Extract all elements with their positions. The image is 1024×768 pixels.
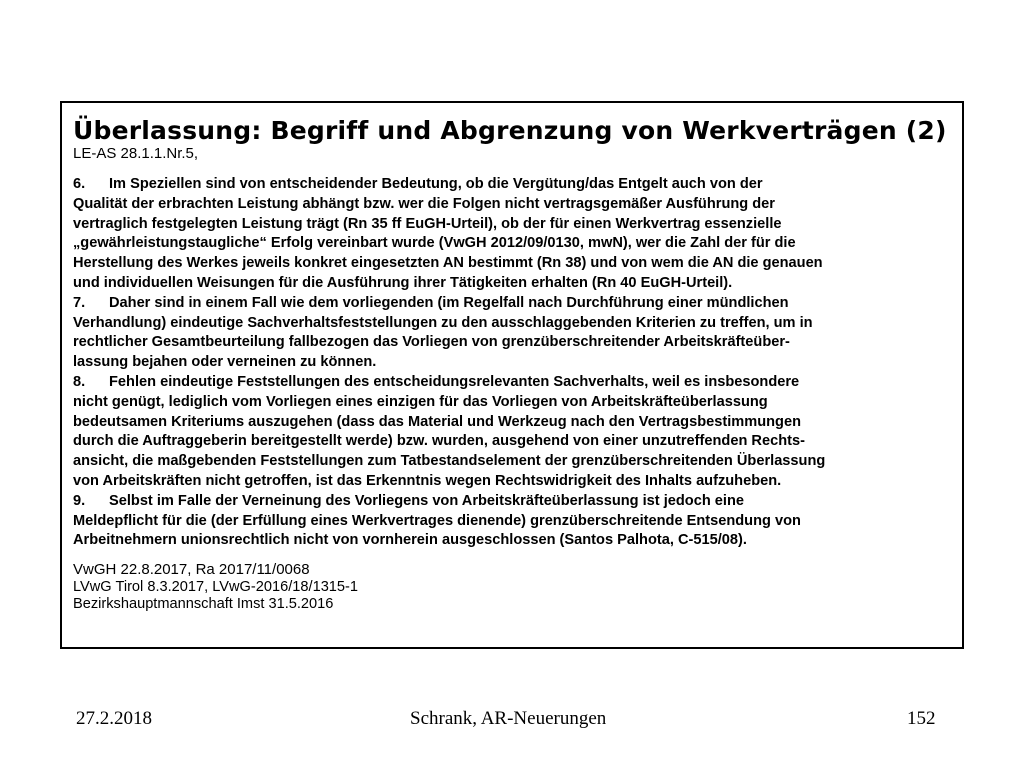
paragraph-line: rechtlicher Gesamtbeurteilung fallbezogen das Vorliegen von grenzüberschreitender Arbeitskräfteüber- — [73, 334, 790, 351]
slide-content-box — [60, 101, 964, 649]
paragraph-number: 6. — [73, 176, 86, 192]
references — [73, 561, 962, 614]
paragraph-text: Fehlen eindeutige Feststellungen des entscheidungsrelevanten Sachverhalts, weil es insbesondere — [109, 373, 800, 390]
slide-title: Überlassung: Begriff und Abgrenzung von Werkverträgen (2) — [73, 116, 947, 145]
section-spacer — [73, 551, 962, 561]
paragraph-line: und individuellen Weisungen für die Ausführung ihrer Tätigkeiten erhalten (Rn 40 EuGH-Urteil). — [73, 274, 733, 291]
paragraph-line — [73, 492, 962, 512]
paragraph-9 — [73, 492, 962, 551]
paragraph-line: Qualität der erbrachten Leistung abhängt bzw. wer die Folgen nicht vertragsgemäßer Ausführung der — [73, 195, 775, 212]
slide-subtitle: LE-AS 28.1.1.Nr.5, — [73, 145, 199, 162]
paragraph-line: Arbeitnehmern unionsrechtlich nicht von vornherein ausgeschlossen (Santos Palhota, C-515/08). — [73, 532, 747, 549]
paragraph-6 — [73, 175, 962, 294]
paragraph-line: nicht genügt, lediglich vom Vorliegen eines einzigen für das Vorliegen von Arbeitskräfteüberlassung — [73, 393, 768, 410]
footer-page-number: 152 — [907, 708, 936, 729]
footer-date: 27.2.2018 — [76, 708, 152, 729]
paragraph-line: durch die Auftraggeberin bereitgestellt werde) bzw. wurden, ausgehend von einer unzutreffenden Rechts- — [73, 433, 805, 450]
paragraph-line: „gewährleistungstaugliche“ Erfolg vereinbart wurde (VwGH 2012/09/0130, mwN), wer die Zahl der für die — [73, 235, 796, 252]
footer-author: Schrank, AR-Neuerungen — [410, 708, 607, 729]
paragraph-line: von Arbeitskräften nicht getroffen, ist das Erkenntnis wegen Rechtswidrigkeit des Inhalts aufzuheben. — [73, 472, 782, 489]
paragraph-text: Daher sind in einem Fall wie dem vorliegenden (im Regelfall nach Durchführung einer mündlichen — [109, 294, 789, 311]
reference-bh: Bezirkshauptmannschaft Imst 31.5.2016 — [73, 596, 334, 613]
reference-vwgh: VwGH 22.8.2017, Ra 2017/11/0068 — [73, 561, 310, 579]
paragraph-number: 7. — [73, 294, 86, 311]
reference-lvwg: LVwG Tirol 8.3.2017, LVwG-2016/18/1315-1 — [73, 578, 359, 595]
paragraph-line: vertraglich festgelegten Leistung trägt (Rn 35 ff EuGH-Urteil), ob der für einen Werkvertrag essenzielle — [73, 215, 782, 232]
paragraph-text: Selbst im Falle der Verneinung des Vorliegens von Arbeitskräfteüberlassung ist jedoch eine — [109, 492, 745, 509]
paragraph-line — [73, 175, 962, 195]
paragraph-number: 8. — [73, 373, 86, 390]
paragraph-8 — [73, 373, 962, 492]
paragraph-line — [73, 373, 962, 393]
paragraph-line: bedeutsamen Kriteriums auszugehen (dass das Material und Werkzeug nach den Vertragsbestimmungen — [73, 413, 801, 430]
paragraph-line: ansicht, die maßgebenden Feststellungen zum Tatbestandselement der grenzüberschreitenden Überlassung — [73, 453, 826, 470]
paragraph-line — [73, 294, 962, 314]
paragraph-line: Herstellung des Werkes jeweils konkret eingesetzten AN bestimmt (Rn 38) und von wem die AN die genauen — [73, 255, 823, 272]
paragraph-7 — [73, 294, 962, 373]
paragraph-number: 9. — [73, 492, 86, 509]
paragraph-line: lassung bejahen oder verneinen zu können. — [73, 354, 377, 371]
paragraph-line: Meldepflicht für die (der Erfüllung eines Werkvertrages dienende) grenzüberschreitende Entsendung von — [73, 512, 801, 529]
paragraph-text: Im Speziellen sind von entscheidender Bedeutung, ob die Vergütung/das Entgelt auch von der — [109, 176, 763, 192]
paragraph-line: Verhandlung) eindeutige Sachverhaltsfeststellungen zu den ausschlaggebenden Kriterien zu treffen, um in — [73, 314, 813, 331]
